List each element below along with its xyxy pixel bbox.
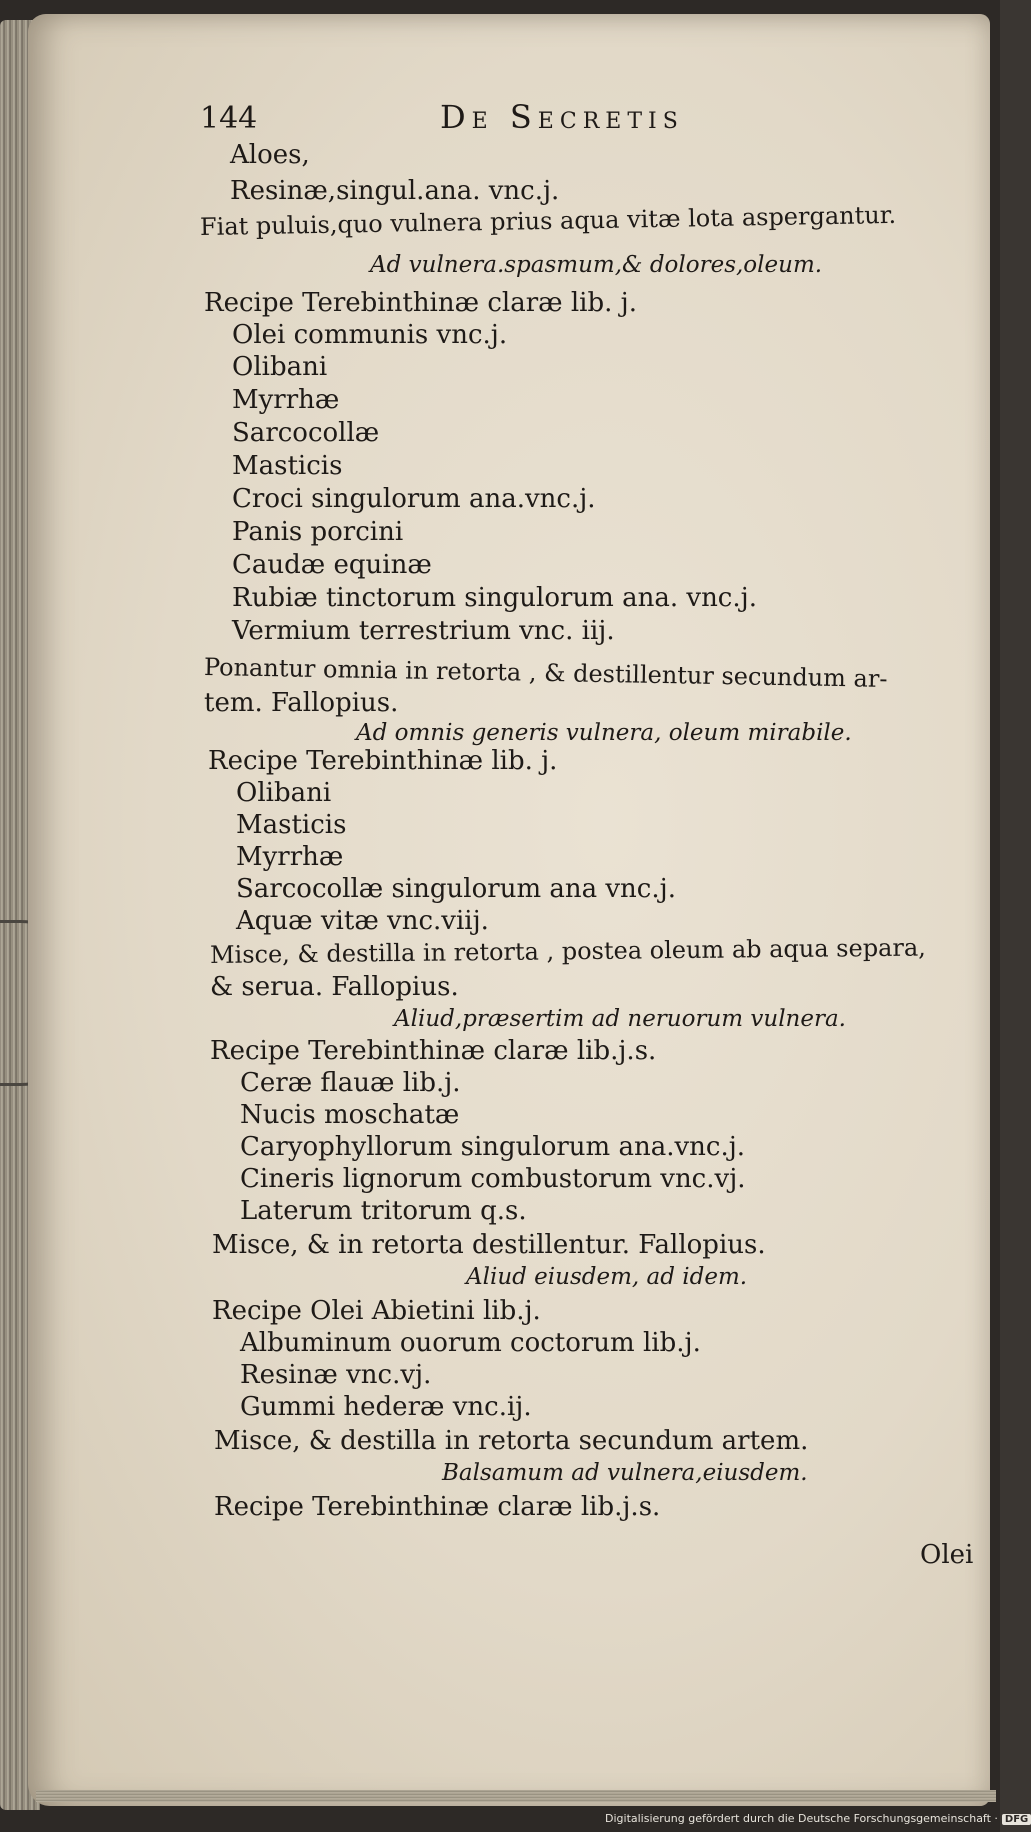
text-line: Olibani — [232, 352, 328, 382]
text-line: Recipe Olei Abietini lib.j. — [212, 1296, 541, 1326]
book-page — [28, 14, 990, 1806]
text-line: Gummi hederæ vnc.ij. — [240, 1392, 532, 1422]
text-line: Cineris lignorum combustorum vnc.vj. — [240, 1164, 746, 1194]
recipe-heading: Aliud eiusdem, ad idem. — [466, 1264, 748, 1290]
text-line: Recipe Terebinthinæ claræ lib.j.s. — [210, 1036, 657, 1066]
text-line: Misce, & destilla in retorta , postea oleum ab aqua separa, — [209, 933, 926, 969]
digitization-credit — [605, 1812, 1031, 1825]
recipe-heading: Aliud,præsertim ad neruorum vulnera. — [394, 1006, 846, 1032]
text-line: Myrrhæ — [236, 842, 344, 872]
text-line: Laterum tritorum q.s. — [240, 1196, 527, 1226]
text-line: Olibani — [236, 778, 332, 808]
recipe-heading: Balsamum ad vulnera,eiusdem. — [442, 1460, 808, 1486]
text-line: Caudæ equinæ — [232, 550, 432, 580]
recipe-heading: Ad omnis generis vulnera, oleum mirabile. — [356, 720, 852, 746]
text-line: Nucis moschatæ — [240, 1100, 460, 1130]
text-line: Rubiæ tinctorum singulorum ana. vnc.j. — [232, 583, 757, 613]
text-line: Misce, & in retorta destillentur. Fallopius. — [212, 1230, 766, 1260]
text-line: Panis porcini — [232, 517, 404, 547]
text-line: Recipe Terebinthinæ claræ lib.j.s. — [214, 1492, 661, 1522]
text-line: Albuminum ouorum coctorum lib.j. — [240, 1328, 701, 1358]
text-line: Ceræ flauæ lib.j. — [240, 1068, 461, 1098]
text-line: tem. Fallopius. — [204, 688, 399, 718]
text-line: Fiat puluis,quo vulnera prius aqua vitæ lota aspergantur. — [199, 200, 897, 241]
text-line: Recipe Terebinthinæ lib. j. — [208, 746, 558, 776]
page-bottom-edge — [36, 1790, 996, 1802]
text-line: Sarcocollæ — [232, 418, 380, 448]
text-line: Recipe Terebinthinæ claræ lib. j. — [204, 288, 637, 318]
text-line: Myrrhæ — [232, 385, 340, 415]
text-line: & serua. Fallopius. — [210, 972, 459, 1002]
text-line: Caryophyllorum singulorum ana.vnc.j. — [240, 1132, 746, 1162]
text-line: Aquæ vitæ vnc.viij. — [236, 906, 489, 936]
catchword: Olei — [920, 1540, 974, 1570]
text-line: Resinæ vnc.vj. — [240, 1360, 432, 1390]
dfg-logo: DFG — [1002, 1814, 1031, 1825]
recipe-heading: Ad vulnera.spasmum,& dolores,oleum. — [370, 252, 823, 278]
text-line: Masticis — [232, 451, 343, 481]
text-line: Croci singulorum ana.vnc.j. — [232, 484, 596, 514]
text-line: Misce, & destilla in retorta secundum artem. — [214, 1426, 809, 1456]
page-number: 144 — [200, 101, 258, 136]
text-line: Ponantur omnia in retorta , & destillentur secundum ar- — [203, 653, 888, 693]
text-line: Vermium terrestrium vnc. iij. — [232, 616, 615, 646]
credit-text: Digitalisierung gefördert durch die Deutsche Forschungsgemeinschaft · — [605, 1812, 998, 1825]
text-line: Masticis — [236, 810, 347, 840]
text-line: Aloes, — [230, 140, 310, 170]
running-head: De Secretis — [440, 98, 684, 136]
text-line: Sarcocollæ singulorum ana vnc.j. — [236, 874, 676, 904]
text-line: Olei communis vnc.j. — [232, 320, 508, 350]
text-line: Resinæ,singul.ana. vnc.j. — [230, 176, 560, 206]
